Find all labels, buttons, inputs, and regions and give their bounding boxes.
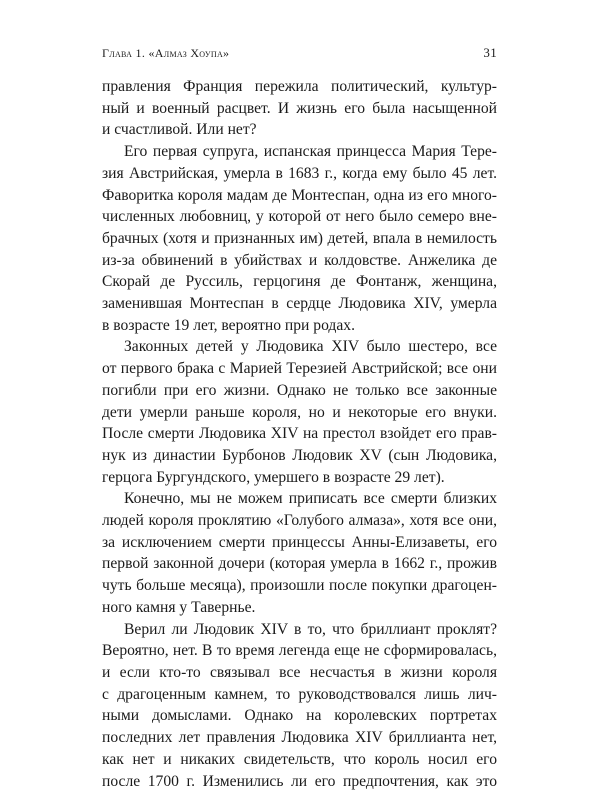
chapter-title: Глава 1. «Алмаз Хоупа» — [102, 46, 229, 61]
text-line: за исключением смерти принцессы Анны-Елизаветы, его — [102, 532, 497, 554]
text-line: правления Франция пережила политический, культур- — [102, 76, 497, 98]
text-line: в возрасте 19 лет, вероятно при родах. — [102, 315, 497, 337]
text-line: брачных (хотя и признанных им) детей, впала в немилость — [102, 228, 497, 250]
text-line: герцога Бургундского, умершего в возрасте 29 лет). — [102, 467, 497, 489]
text-line: и если кто-то связывал все несчастья в жизни короля — [102, 662, 497, 684]
text-line: Верил ли Людовик XIV в то, что бриллиант проклят? — [102, 619, 497, 641]
text-line: с драгоценным камнем, то руководствовался лишь лич- — [102, 684, 497, 706]
text-line: После смерти Людовика XIV на престол взойдет его прав- — [102, 423, 497, 445]
paragraph — [102, 76, 497, 141]
body-text — [102, 76, 497, 792]
text-line: нук из династии Бурбонов Людовик XV (сын Людовика, — [102, 445, 497, 467]
paragraph — [102, 336, 497, 488]
text-line: Фаворитка короля мадам де Монтеспан, одна из его много- — [102, 185, 497, 207]
text-line: чуть больше месяца), произошли после покупки драгоцен- — [102, 575, 497, 597]
running-head — [102, 45, 497, 61]
text-line: первой законной дочери (которая умерла в 1662 г., прожив — [102, 553, 497, 575]
text-line: дети умерли раньше короля, но и некоторые его внуки. — [102, 402, 497, 424]
text-line: и счастливой. Или нет? — [102, 119, 497, 141]
text-line: Законных детей у Людовика XIV было шестеро, все — [102, 336, 497, 358]
text-line: людей короля проклятию «Голубого алмаза», хотя все они, — [102, 510, 497, 532]
text-line: Его первая супруга, испанская принцесса Мария Тере- — [102, 141, 497, 163]
text-line: как нет и никаких свидетельств, что король носил его — [102, 749, 497, 771]
text-line: из-за обвинений в убийствах и колдовстве. Анжелика де — [102, 250, 497, 272]
text-line: после 1700 г. Изменились ли его предпочтения, как это — [102, 771, 497, 792]
text-line: заменившая Монтеспан в сердце Людовика XIV, умерла — [102, 293, 497, 315]
text-line: последних лет правления Людовика XIV бриллианта нет, — [102, 727, 497, 749]
text-line: ный и военный расцвет. И жизнь его была насыщенной — [102, 98, 497, 120]
text-line: ными домыслами. Однако на королевских портретах — [102, 705, 497, 727]
text-line: погибли при его жизни. Однако не только все законные — [102, 380, 497, 402]
paragraph — [102, 488, 497, 618]
text-line: Вероятно, нет. В то время легенда еще не сформировалась, — [102, 640, 497, 662]
paragraph — [102, 619, 497, 792]
text-line: ного камня у Тавернье. — [102, 597, 497, 619]
text-line: Скорай де Руссиль, герцогиня де Фонтанж, женщина, — [102, 271, 497, 293]
text-line: численных любовниц, у которой от него было семеро вне- — [102, 206, 497, 228]
paragraph — [102, 141, 497, 336]
text-line: от первого брака с Марией Терезией Австрийской; все они — [102, 358, 497, 380]
text-line: зия Австрийская, умерла в 1683 г., когда ему было 45 лет. — [102, 163, 497, 185]
text-line: Конечно, мы не можем приписать все смерти близких — [102, 488, 497, 510]
page-number: 31 — [483, 45, 497, 61]
